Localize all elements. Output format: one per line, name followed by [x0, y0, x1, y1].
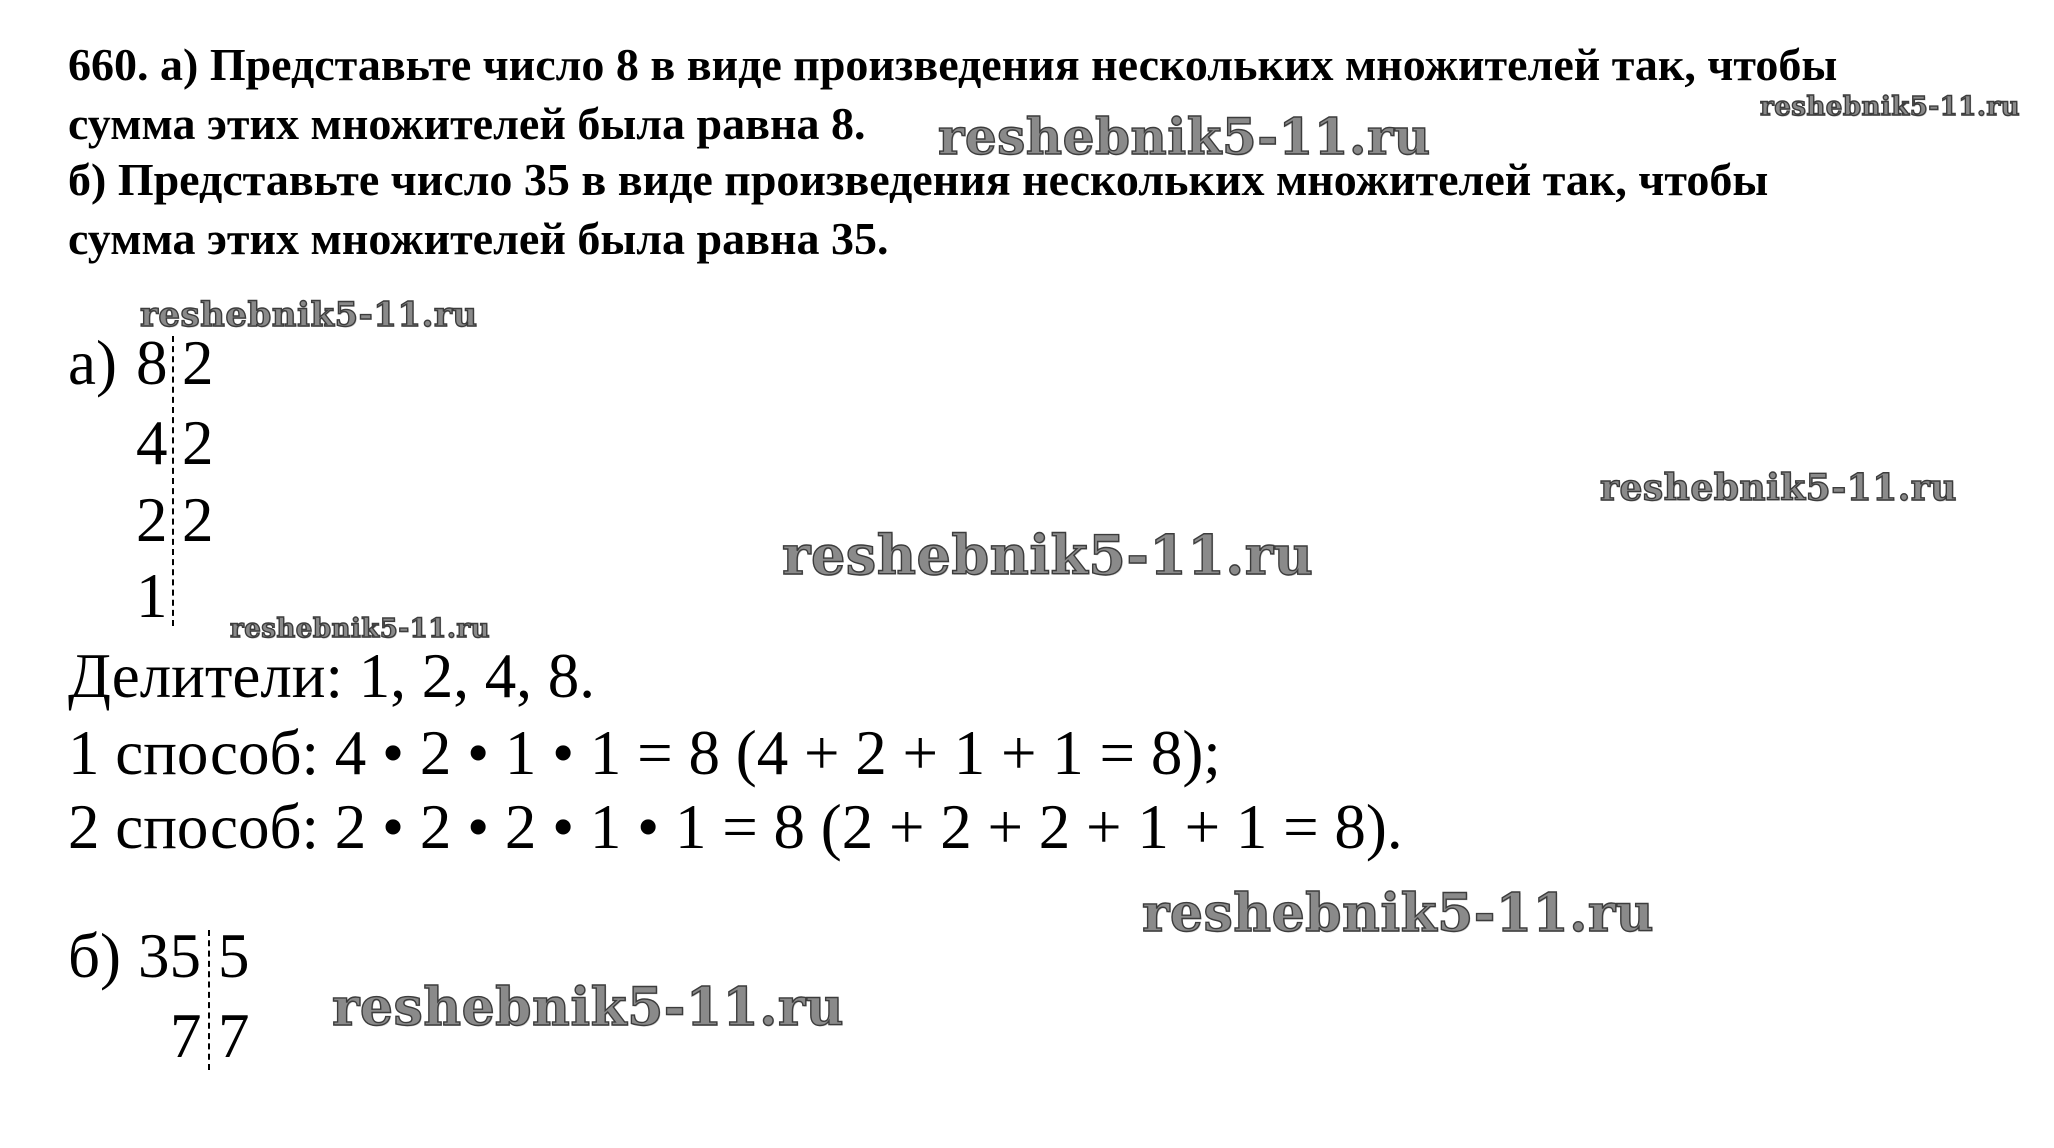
part-b-right-1: 5 [218, 921, 250, 991]
part-a-way-1: 1 способ: 4 • 2 • 1 • 1 = 8 (4 + 2 + 1 + 1 = 8); [68, 718, 1221, 788]
watermark: reshebnik5-11.ru [332, 977, 845, 1038]
part-b-division-line [208, 930, 210, 1070]
watermark: reshebnik5-11.ru [1600, 467, 1957, 509]
watermark: reshebnik5-11.ru [782, 523, 1314, 587]
part-a-divisors: Делители: 1, 2, 4, 8. [68, 641, 596, 711]
part-a-left-4: 1 [136, 561, 168, 631]
part-a-right-2: 2 [182, 408, 214, 478]
watermark: reshebnik5-11.ru [1760, 92, 2021, 122]
part-a-right-1: 2 [182, 328, 214, 398]
part-b-label: б) [68, 921, 122, 991]
part-a-left-2: 4 [136, 408, 168, 478]
problem-line-3: б) Представьте число 35 в виде произведения нескольких множителей так, чтобы [68, 154, 1769, 205]
part-b-left-2: 7 [170, 1001, 202, 1071]
watermark: reshebnik5-11.ru [140, 295, 478, 335]
part-a-division-line [172, 336, 174, 626]
part-a-label: а) [68, 328, 117, 398]
problem-line-2: сумма этих множителей была равна 8. [68, 98, 866, 149]
part-b-right-2: 7 [218, 1001, 250, 1071]
part-a-way-2: 2 способ: 2 • 2 • 2 • 1 • 1 = 8 (2 + 2 + 2 + 1 + 1 = 8). [68, 792, 1403, 862]
part-b-left-1: 35 [138, 921, 201, 991]
part-a-left-3: 2 [136, 485, 168, 555]
problem-line-4: сумма этих множителей была равна 35. [68, 213, 889, 264]
problem-line-1: 660. а) Представьте число 8 в виде произведения нескольких множителей так, чтобы [68, 39, 1838, 90]
part-a-left-1: 8 [136, 328, 168, 398]
watermark: reshebnik5-11.ru [938, 107, 1431, 166]
part-a-right-3: 2 [182, 485, 214, 555]
watermark: reshebnik5-11.ru [230, 614, 491, 644]
watermark: reshebnik5-11.ru [1142, 883, 1655, 944]
